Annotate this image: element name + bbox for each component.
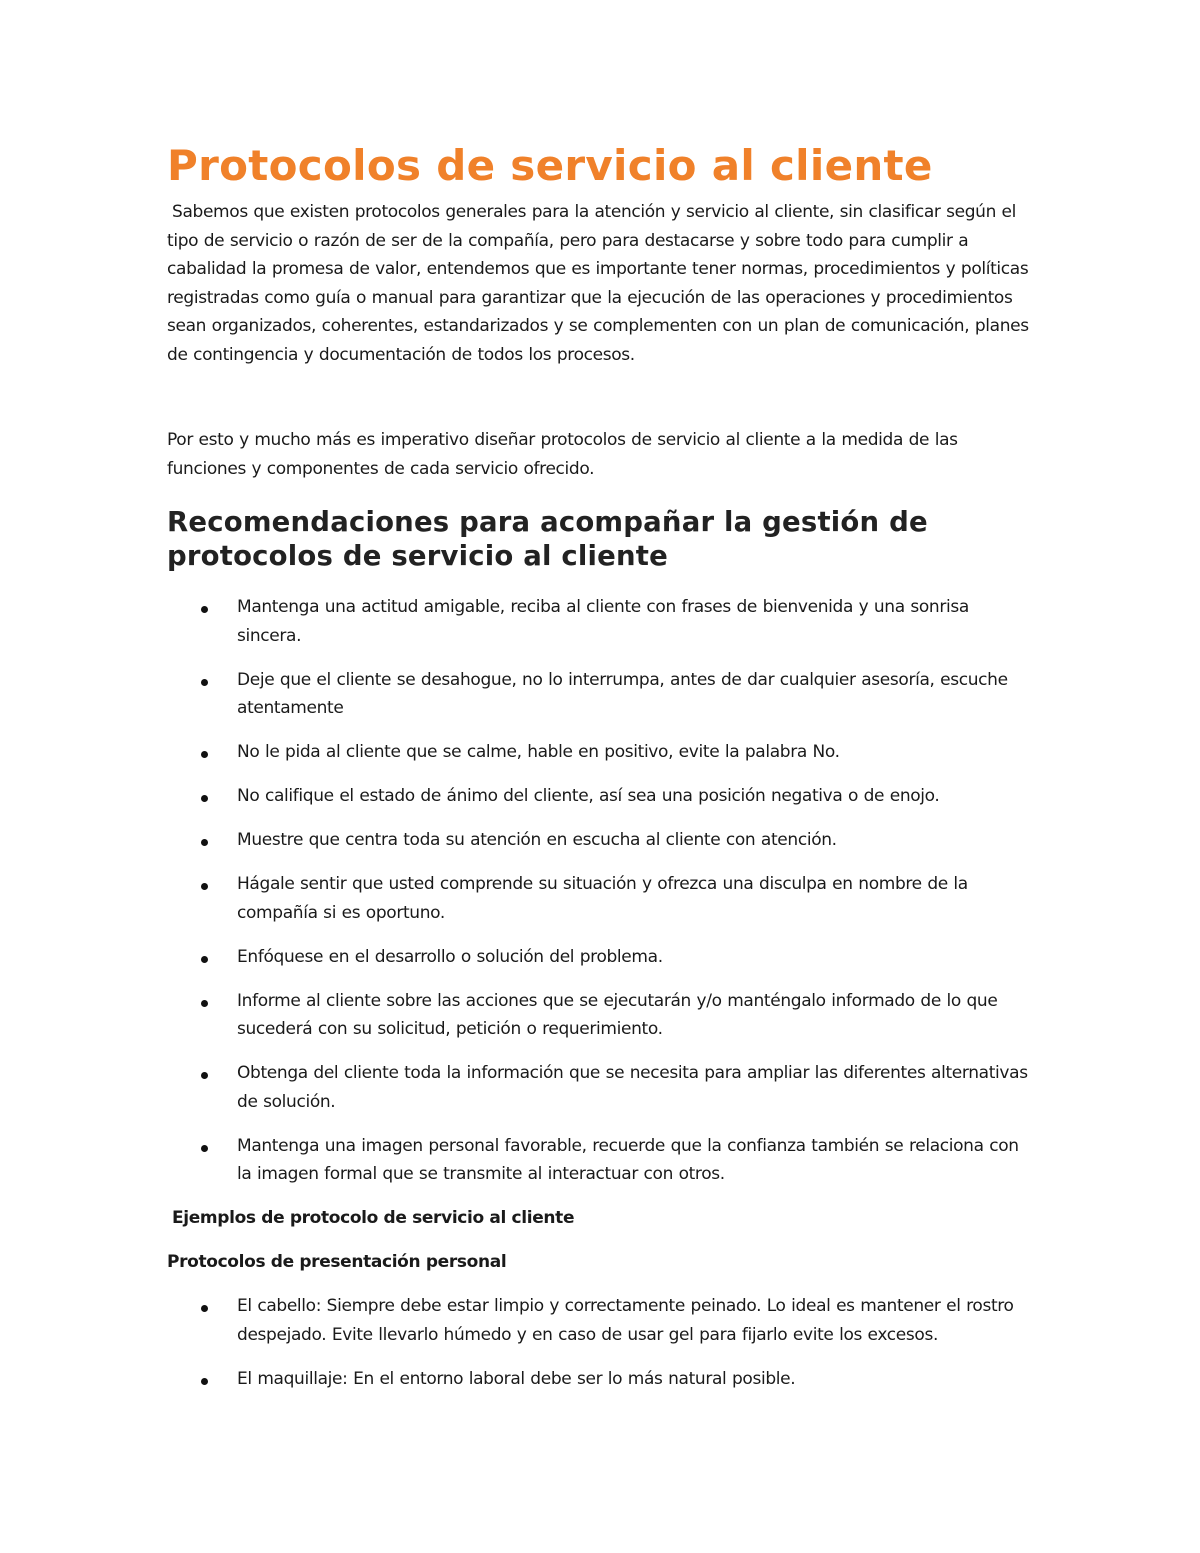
presentation-list (167, 1292, 1037, 1393)
intro-paragraph: Sabemos que existen protocolos generales para la atención y servicio al cliente, sin clasificar según el tipo de servicio o razón de ser de la compañía, pero para destacarse y sobre todo para cumplir a cabalidad la promesa de valor, entendemos que es importante tener normas, procedimientos y políticas registradas como guía o manual para garantizar que la ejecución de las operaciones y procedimientos sean organizados, coherentes, estandarizados y se complementen con un plan de comunicación, planes de contingencia y documentación de todos los procesos. (167, 202, 1029, 365)
list-item (167, 987, 1037, 1044)
list-item-text: Siempre debe estar limpio y correctamente peinado. Lo ideal es mantener el rostro despejado. Evite llevarlo húmedo y en caso de usar gel para fijarlo evite los excesos. (237, 1296, 1014, 1345)
recommendations-heading: Recomendaciones para acompañar la gestión de protocolos de servicio al cliente (167, 506, 928, 572)
list-item-text: Mantenga una imagen personal favorable, recuerde que la confianza también se relaciona con la imagen formal que se transmite al interactuar con otros. (237, 1135, 1019, 1184)
list-item-text: Deje que el cliente se desahogue, no lo interrumpa, antes de dar cualquier asesoría, escuche atentamente (237, 669, 1008, 718)
bullet-icon (201, 1378, 208, 1385)
list-item-text: No califique el estado de ánimo del cliente, así sea una posición negativa o de enojo. (237, 786, 940, 806)
recommendations-list (167, 593, 1037, 1189)
bullet-icon (201, 883, 208, 890)
list-item (167, 1365, 1037, 1394)
list-item-text: No le pida al cliente que se calme, hable en positivo, evite la palabra No. (237, 742, 840, 762)
presentation-heading: Protocolos de presentación personal (167, 1252, 507, 1272)
second-paragraph: Por esto y mucho más es imperativo diseñar protocolos de servicio al cliente a la medida de las funciones y componentes de cada servicio ofrecido. (167, 430, 958, 479)
bullet-icon (201, 956, 208, 963)
list-item-text: Muestre que centra toda su atención en escucha al cliente con atención. (237, 830, 837, 850)
list-item-text: Informe al cliente sobre las acciones que se ejecutarán y/o manténgalo informado de lo que sucederá con su solicitud, petición o requerimiento. (237, 990, 998, 1039)
list-item (167, 782, 1037, 811)
list-item (167, 1059, 1037, 1116)
list-item (167, 1132, 1037, 1189)
examples-heading: Ejemplos de protocolo de servicio al cliente (172, 1208, 575, 1228)
list-item-text: Hágale sentir que usted comprende su situación y ofrezca una disculpa en nombre de la compañía si es oportuno. (237, 874, 968, 923)
item-lead: El maquillaje: (237, 1368, 348, 1389)
bullet-icon (201, 1305, 208, 1312)
list-item (167, 826, 1037, 855)
paragraph-spacer (167, 369, 1037, 426)
bullet-icon (201, 795, 208, 802)
bullet-icon (201, 839, 208, 846)
list-item (167, 1292, 1037, 1349)
document-page (167, 138, 1037, 1409)
list-item-text: En el entorno laboral debe ser lo más natural posible. (347, 1368, 796, 1389)
item-lead: El cabello: (237, 1296, 322, 1316)
bullet-icon (201, 606, 208, 613)
bullet-icon (201, 1072, 208, 1079)
bullet-icon (201, 1000, 208, 1007)
list-item-text: Enfóquese en el desarrollo o solución del problema. (237, 946, 663, 967)
list-item-text: Obtenga del cliente toda la información que se necesita para ampliar las diferentes alternativas de solución. (237, 1063, 1028, 1112)
bullet-icon (201, 679, 208, 686)
list-item (167, 943, 1037, 972)
bullet-icon (201, 751, 208, 758)
list-item (167, 738, 1037, 767)
list-item (167, 870, 1037, 927)
list-item-text: Mantenga una actitud amigable, reciba al cliente con frases de bienvenida y una sonrisa sincera. (237, 597, 969, 646)
document-title: Protocolos de servicio al cliente (167, 141, 933, 190)
list-item (167, 593, 1037, 650)
list-item (167, 666, 1037, 723)
bullet-icon (201, 1145, 208, 1152)
